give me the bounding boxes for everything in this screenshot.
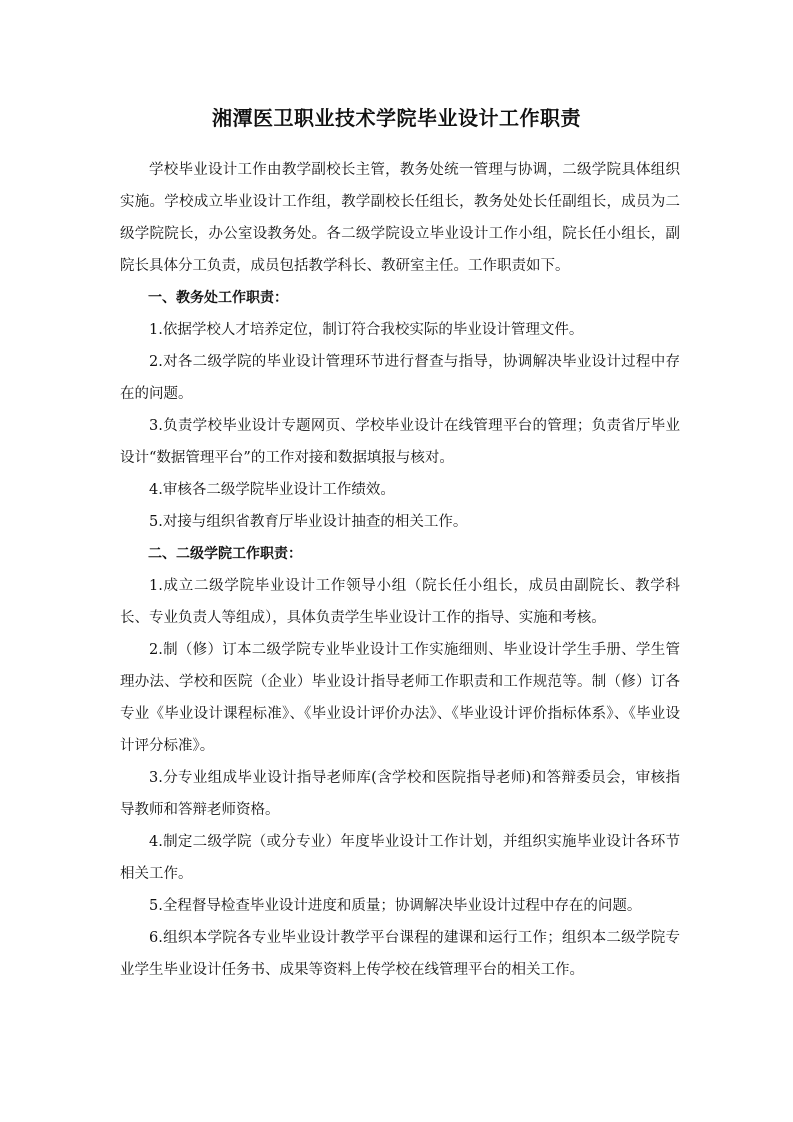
academic-affairs-item-3: 3.负责学校毕业设计专题网页、学校毕业设计在线管理平台的管理；负责省厅毕业设计“数据管理平台”的工作对接和数据填报与核对。	[120, 418, 680, 466]
document-title: 湘潭医卫职业技术学院毕业设计工作职责	[212, 106, 581, 130]
academic-affairs-item-4: 4.审核各二级学院毕业设计工作绩效。	[149, 482, 395, 498]
secondary-college-item-3: 3.分专业组成毕业设计指导老师库(含学校和医院指导老师)和答辩委员会，审核指导教师和答辩老师资格。	[120, 770, 680, 818]
secondary-college-item-2: 2.制（修）订本二级学院专业毕业设计工作实施细则、毕业设计学生手册、学生管理办法、学校和医院（企业）毕业设计指导老师工作职责和工作规范等。制（修）订各专业《毕业设计课程标准》、《毕业设计评价办法》、《毕业设计评价指标体系》、《毕业设计评分标准》。	[120, 642, 680, 754]
secondary-college-item-4: 4.制定二级学院（或分专业）年度毕业设计工作计划，并组织实施毕业设计各环节相关工作。	[120, 834, 680, 882]
document-body	[120, 154, 680, 986]
secondary-college-item-5: 5.全程督导检查毕业设计进度和质量；协调解决毕业设计过程中存在的问题。	[149, 898, 642, 914]
academic-affairs-item-1: 1.依据学校人才培养定位，制订符合我校实际的毕业设计管理文件。	[149, 322, 584, 338]
academic-affairs-item-5: 5.对接与组织省教育厅毕业设计抽查的相关工作。	[149, 514, 468, 530]
secondary-college-item-1: 1.成立二级学院毕业设计工作领导小组（院长任小组长，成员由副院长、教学科长、专业负责人等组成），具体负责学生毕业设计工作的指导、实施和考核。	[120, 578, 680, 626]
intro-paragraph: 学校毕业设计工作由教学副校长主管，教务处统一管理与协调，二级学院具体组织实施。学校成立毕业设计工作组，教学副校长任组长，教务处处长任副组长，成员为二级学院院长，办公室设教务处。各二级学院设立毕业设计工作小组，院长任小组长，副院长具体分工负责，成员包括教学科长、教研室主任。工作职责如下。	[120, 162, 680, 274]
section-heading-academic-affairs: 一、教务处工作职责：	[148, 290, 288, 306]
academic-affairs-item-2: 2.对各二级学院的毕业设计管理环节进行督查与指导，协调解决毕业设计过程中存在的问题。	[120, 354, 680, 402]
secondary-college-item-6: 6.组织本学院各专业毕业设计教学平台课程的建课和运行工作；组织本二级学院专业学生毕业设计任务书、成果等资料上传学校在线管理平台的相关工作。	[120, 930, 680, 978]
section-heading-secondary-college: 二、二级学院工作职责：	[148, 546, 302, 562]
